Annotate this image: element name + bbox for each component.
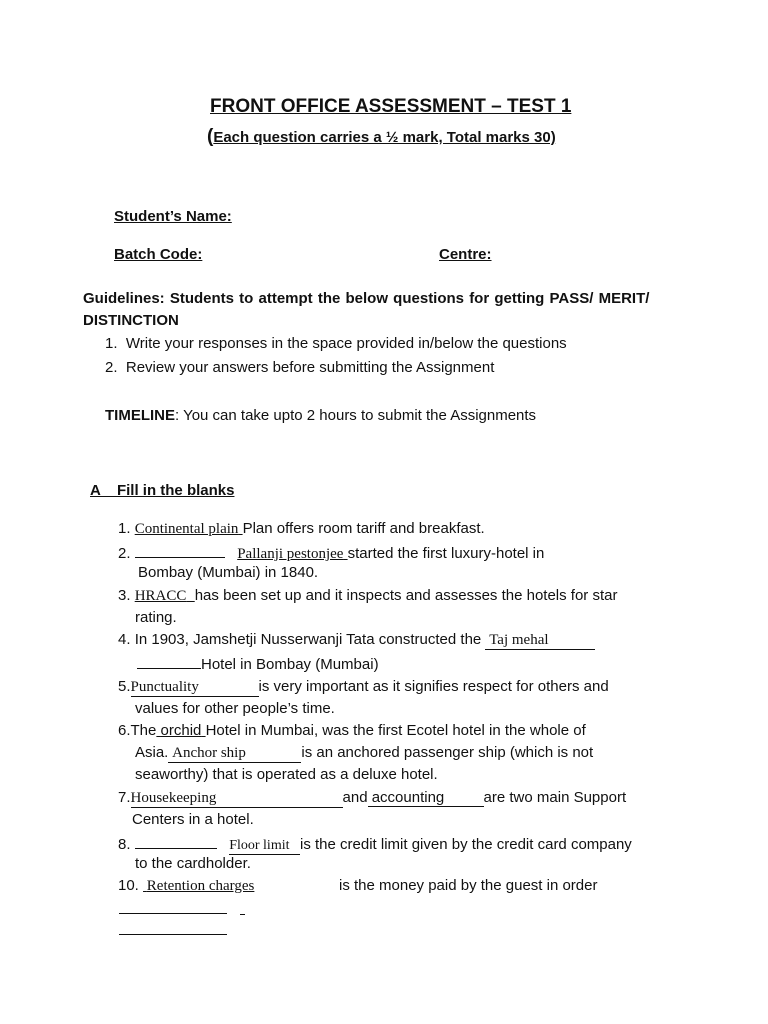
page-title: FRONT OFFICE ASSESSMENT – TEST 1 (210, 96, 572, 117)
question-text: has been set up and it inspects and assesses the hotels for star (194, 587, 618, 604)
guideline-item-2 (105, 359, 494, 376)
guideline-text: Review your answers before submitting the Assignment (125, 359, 495, 376)
question-3-cont: rating. (135, 609, 177, 626)
guideline-num: 1. (105, 335, 118, 352)
answer-7b: accounting (368, 789, 484, 807)
guideline-text: Write your responses in the space provided in/below the questions (125, 335, 567, 352)
guidelines-line2: DISTINCTION (83, 312, 179, 329)
question-5-cont: values for other people’s time. (135, 700, 335, 717)
question-text: are two main Support (483, 789, 627, 806)
question-number: 3. (118, 587, 131, 604)
question-text: The (130, 722, 157, 739)
question-text: started the first luxury-hotel in (347, 545, 545, 562)
question-number: 10. (118, 877, 139, 894)
question-text: Asia. (135, 744, 169, 761)
question-number: 7. (118, 789, 131, 806)
answer-2: Pallanji pestonjee (237, 546, 344, 562)
question-10 (118, 877, 254, 895)
answer-blank (135, 833, 217, 849)
question-text: is an anchored passenger ship (which is not (301, 744, 594, 761)
question-5 (118, 678, 609, 697)
answer-blank (137, 653, 201, 669)
question-4-cont (137, 653, 379, 673)
answer-blank-dash (240, 914, 245, 915)
question-text: and (342, 789, 368, 806)
answer-6b: Anchor ship (168, 745, 301, 763)
question-number: 5. (118, 678, 131, 695)
timeline (105, 407, 536, 424)
answer-5: Punctuality (131, 679, 259, 697)
subtitle-text: Each question carries a ½ mark, Total marks 30) (213, 129, 556, 146)
question-1 (118, 520, 485, 538)
question-7 (118, 789, 626, 808)
page-subtitle (207, 126, 556, 148)
question-text: is the credit limit given by the credit card company (300, 836, 632, 853)
question-10-text: is the money paid by the guest in order (339, 877, 598, 894)
student-name-label: Student’s Name: (114, 208, 232, 225)
question-text: Hotel in Mumbai, was the first Ecotel hotel in the whole of (205, 722, 586, 739)
question-text: In 1903, Jamshetji Nusserwanji Tata constructed the (134, 631, 482, 648)
question-number: 2. (118, 545, 131, 562)
question-3 (118, 587, 617, 605)
answer-blank (135, 542, 225, 558)
timeline-text: : You can take upto 2 hours to submit the Assignments (175, 407, 537, 424)
question-text: Plan offers room tariff and breakfast. (242, 520, 485, 537)
answer-8: Floor limit (229, 838, 300, 855)
guideline-num: 2. (105, 359, 118, 376)
question-number: 8. (118, 836, 131, 853)
question-7-cont: Centers in a hotel. (132, 811, 254, 828)
question-number: 6. (118, 722, 131, 739)
question-text: is very important as it signifies respect for others and (258, 678, 609, 695)
guideline-item-1 (105, 335, 567, 352)
subtitle-paren: ( (207, 126, 214, 147)
answer-1: Continental plain (134, 521, 239, 537)
answer-6: orchid (160, 722, 202, 739)
question-text: Hotel in Bombay (Mumbai) (201, 656, 379, 673)
answer-10: Retention charges (146, 878, 255, 894)
question-number: 4. (118, 631, 131, 648)
question-8 (118, 833, 632, 855)
centre-label: Centre: (439, 246, 492, 263)
question-6-cont2: seaworthy) that is operated as a deluxe hotel. (135, 766, 438, 783)
batch-code-label: Batch Code: (114, 246, 203, 263)
question-4 (118, 631, 595, 650)
timeline-label: TIMELINE (105, 407, 175, 424)
answer-blank-line (119, 934, 227, 935)
question-number: 1. (118, 520, 131, 537)
question-6 (118, 722, 586, 739)
question-8-cont: to the cardholder. (135, 855, 251, 872)
guidelines-line1: Guidelines: Students to attempt the below questions for getting PASS/ MERIT/ (83, 290, 650, 307)
question-2 (118, 542, 544, 563)
answer-3: HRACC (134, 588, 187, 604)
answer-4: Taj mehal (485, 632, 595, 650)
question-6-cont (135, 744, 593, 763)
section-a-heading: A Fill in the blanks (90, 482, 235, 499)
answer-blank-line (119, 913, 227, 914)
answer-7: Housekeeping (131, 790, 343, 808)
question-2-cont: Bombay (Mumbai) in 1840. (138, 564, 319, 581)
